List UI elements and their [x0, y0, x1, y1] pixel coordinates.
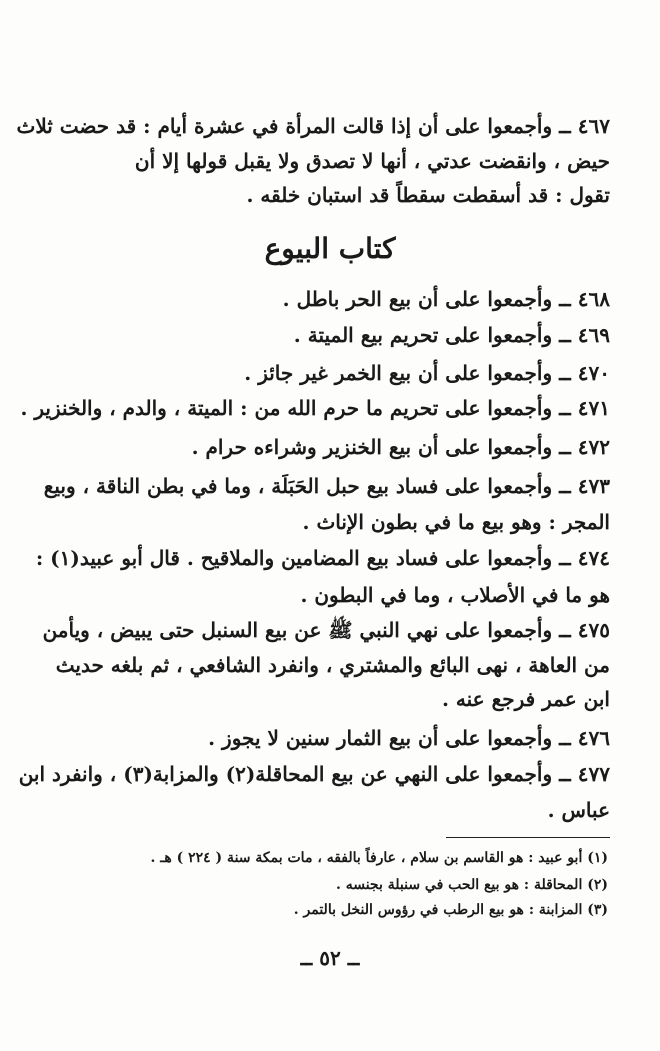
entry-469: ٤٦٩ ــ وأجمعوا على تحريم بيع الميتة . — [293, 323, 610, 347]
footnote-divider — [446, 837, 610, 838]
entry-475-line-1: ٤٧٥ ــ وأجمعوا على نهي النبي ﷺ عن بيع السنبل حتى يبيض ، ويأمن — [42, 618, 610, 642]
section-heading: كتاب البيوع — [264, 232, 396, 265]
footnote-1: (١) أبو عبيد : هو القاسم بن سلام ، عارفاً بالفقه ، مات بمكة سنة ( ٢٢٤ ) هـ . — [150, 850, 608, 866]
entry-475-line-2: من العاهة ، نهى البائع والمشتري ، وانفرد الشافعي ، ثم بلغه حديث — [55, 653, 610, 677]
entry-477-line-2: عباس . — [547, 798, 610, 822]
entry-474-line-2: هو ما في الأصلاب ، وما في البطون . — [300, 583, 610, 607]
entry-471: ٤٧١ ــ وأجمعوا على تحريم ما حرم الله من : الميتة ، والدم ، والخنزير . — [20, 396, 610, 420]
footnote-2: (٢) المحاقلة : هو بيع الحب في سنبلة بجنسه . — [335, 877, 608, 893]
entry-468: ٤٦٨ ــ وأجمعوا على أن بيع الحر باطل . — [282, 287, 610, 311]
entry-467-line-3: تقول : قد أسقطت سقطاً قد استبان خلقه . — [246, 183, 610, 207]
entry-473-line-2: المجر : وهو بيع ما في بطون الإناث . — [302, 510, 610, 534]
entry-475-line-3: ابن عمر فرجع عنه . — [442, 687, 610, 711]
entry-474-line-1: ٤٧٤ ــ وأجمعوا على فساد بيع المضامين والملاقيح . قال أبو عبيد(١) : — [35, 546, 610, 570]
page-number: ــ ٥٢ ــ — [300, 946, 360, 970]
entry-477-line-1: ٤٧٧ ــ وأجمعوا على النهي عن بيع المحاقلة(٢) والمزابة(٣) ، وانفرد ابن — [18, 762, 610, 786]
entry-476: ٤٧٦ ــ وأجمعوا على أن بيع الثمار سنين لا يجوز . — [208, 726, 610, 750]
entry-472: ٤٧٢ ــ وأجمعوا على أن بيع الخنزير وشراءه حرام . — [191, 435, 610, 459]
entry-467-line-1: ٤٦٧ ــ وأجمعوا على أن إذا قالت المرأة في عشرة أيام : قد حضت ثلاث — [16, 114, 610, 138]
entry-467-line-2: حيض ، وانقضت عدتي ، أنها لا تصدق ولا يقبل قولها إلا أن — [134, 149, 610, 173]
entry-473-line-1: ٤٧٣ ــ وأجمعوا على فساد بيع حبل الحَبَلَة ، وما في بطن الناقة ، وبيع — [43, 474, 610, 498]
entry-470: ٤٧٠ ــ وأجمعوا على أن بيع الخمر غير جائز . — [244, 361, 610, 385]
footnote-3: (٣) المزابنة : هو بيع الرطب في رؤوس النخل بالتمر . — [293, 902, 608, 918]
